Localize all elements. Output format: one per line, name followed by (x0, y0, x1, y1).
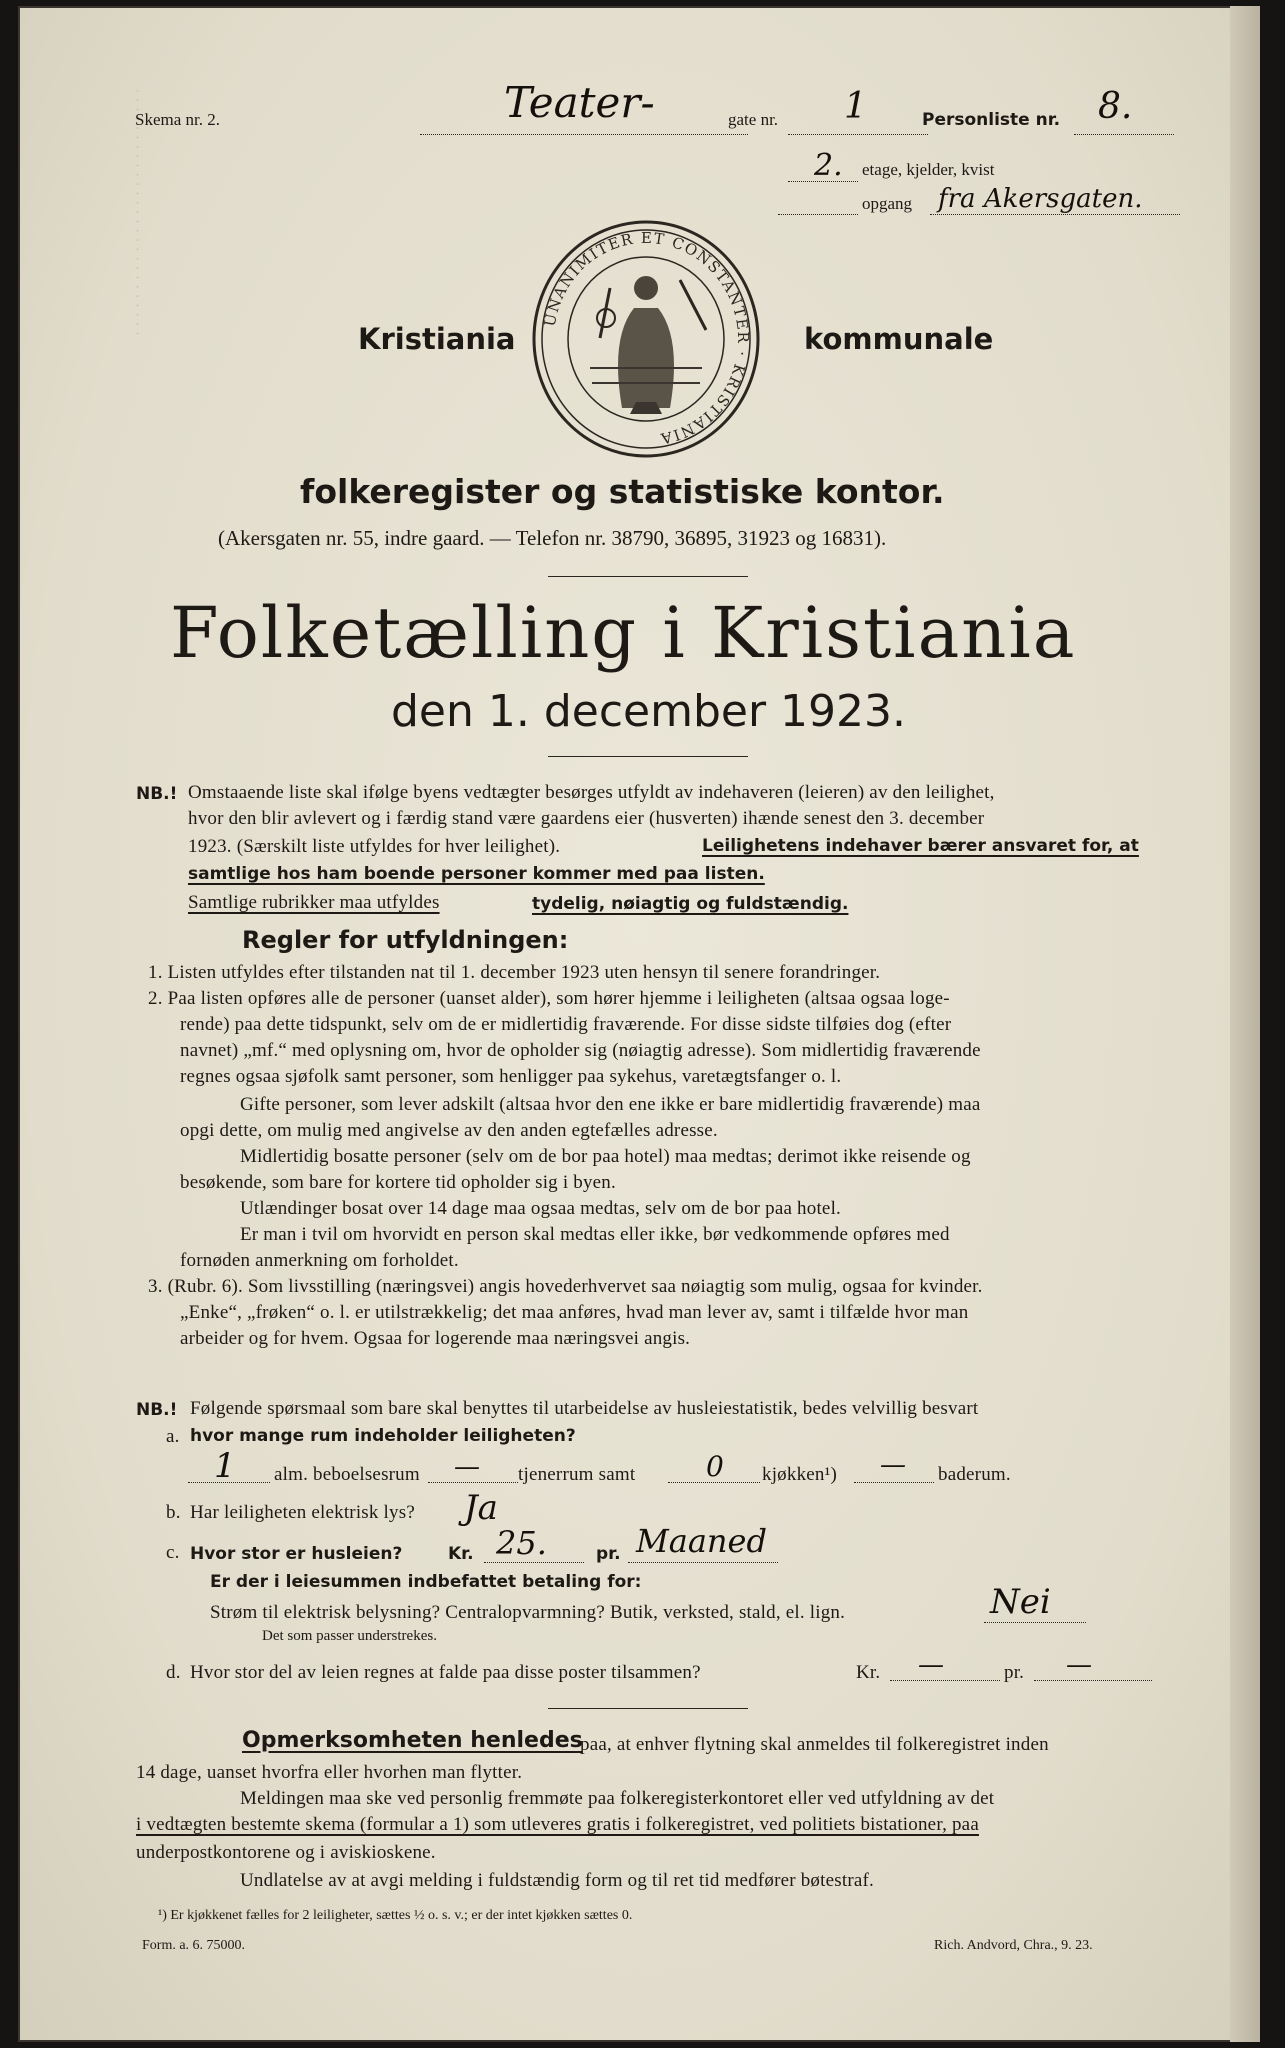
form-number: Form. a. 6. 75000. (142, 1938, 246, 1953)
included-items: Strøm til elektrisk belysning? Centralopvarmning? Butik, verksted, stald, el. lign. (210, 1602, 846, 1623)
rule-line: navnet) „mf.“ med oplysning om, hvor de opholder sig (nøiagtig adresse). Som midlertidig fraværende (180, 1040, 981, 1061)
personliste-label: Personliste nr. (922, 110, 1061, 130)
divider (548, 1708, 748, 1709)
share-kr-handwritten: — (918, 1650, 944, 1680)
rule-line: regnes ogsaa sjøfolk samt personer, som henligger paa sykehus, varetægtsfanger o. l. (180, 1066, 842, 1087)
rule-line: Gifte personer, som lever adskilt (altsaa hvor den ene ikke er bare midlertidig fraværende) maa (240, 1094, 981, 1115)
notice-line: underpostkontorene og i aviskioskene. (136, 1842, 436, 1863)
tjenerrum-field-line (428, 1482, 518, 1483)
gate-nr-field-line (788, 134, 928, 135)
gate-nr-label: gate nr. (728, 110, 779, 129)
office-name-right: kommunale (804, 322, 994, 356)
included-question: Er der i leiesummen indbefattet betaling for: (210, 1572, 642, 1592)
notice-line: 14 dage, uanset hvorfra eller hvorhen man flytter. (136, 1762, 523, 1783)
baderum-handwritten: — (880, 1450, 906, 1480)
rule-line: Er man i tvil om hvorvidt en person skal medtas eller ikke, bør vedkommende opføres med (240, 1224, 950, 1245)
question-c: Hvor stor er husleien? (190, 1544, 403, 1564)
baderum-field-line (854, 1482, 934, 1483)
nb1-line: 1923. (Særskilt liste utfyldes for hver leilighet). (188, 836, 561, 857)
page-edge (1230, 6, 1260, 2042)
question-b: Har leiligheten elektrisk lys? (190, 1502, 415, 1523)
included-handwritten: Nei (990, 1582, 1051, 1622)
rules-heading: Regler for utfyldningen: (242, 926, 569, 954)
gate-nr-handwritten: 1 (844, 86, 867, 127)
nb2-intro: Følgende spørsmaal som bare skal benyttes til utarbeidelse av husleiestatistik, bedes velvillig besvart (190, 1398, 979, 1419)
rent-period-handwritten: Maaned (636, 1522, 767, 1560)
rule-line: Midlertidig bosatte personer (selv om de bor paa hotel) maa medtas; derimot ikke reisende og (240, 1146, 971, 1167)
etage-label: etage, kjelder, kvist (862, 160, 995, 179)
share-pr-label: pr. (1004, 1662, 1025, 1683)
rooms-label: alm. beboelsesrum (274, 1464, 420, 1485)
rent-amount-handwritten: 25. (496, 1524, 547, 1562)
rule-line: „Enke“, „frøken“ o. l. er utilstrækkelig; det maa anføres, hvad man lever av, samt i tilfælde hvor man (180, 1302, 969, 1323)
kjokken-handwritten: 0 (706, 1450, 724, 1483)
rule-line: 2. Paa listen opføres alle de personer (uanset alder), som hører hjemme i leiligheten (altsaa ogsaa loge- (148, 988, 950, 1009)
census-date: den 1. december 1923. (391, 686, 907, 737)
rent-kr-field-line (484, 1562, 584, 1563)
notice-heading: Opmerksomheten henledes (242, 1728, 583, 1753)
footnote: ¹) Er kjøkkenet fælles for 2 leiligheter, sættes ½ o. s. v.; er der intet kjøkken sættes 0. (158, 1908, 633, 1923)
etage-handwritten: 2. (814, 148, 843, 183)
rule-line: fornøden anmerkning om forholdet. (180, 1250, 459, 1271)
printer-mark: Rich. Andvord, Chra., 9. 23. (934, 1938, 1093, 1953)
svg-text:UNANIMITER ET CONSTANTER · KRI: UNANIMITER ET CONSTANTER · KRISTIANIA (540, 228, 753, 448)
opgang-handwritten: fra Akersgaten. (938, 184, 1143, 214)
nb1-line: Samtlige rubrikker maa utfyldes (188, 892, 440, 913)
opgang-label: opgang (862, 194, 913, 213)
share-kr-field-line (890, 1680, 1000, 1681)
rule-line: Utlændinger bosat over 14 dage maa ogsaa medtas, selv om de bor paa hotel. (240, 1198, 841, 1219)
city-seal (530, 218, 762, 460)
divider (548, 576, 748, 577)
question-letter: b. (166, 1502, 181, 1523)
nb-label: NB.! (136, 1400, 178, 1420)
tjenerrum-label: tjenerrum samt (518, 1464, 636, 1485)
nb1-line: Omstaaende liste skal ifølge byens vedtægter besørges utfyldt av indehaveren (leieren) av den leilighet, (188, 782, 995, 803)
notice-line: Meldingen maa ske ved personlig fremmøte paa folkeregisterkontoret eller ved utfyldning av det (240, 1788, 995, 1809)
included-field-line (984, 1622, 1086, 1623)
share-kr-label: Kr. (856, 1662, 881, 1683)
opgang-field-line-left (778, 214, 858, 215)
rent-pr-field-line (628, 1562, 778, 1563)
office-title: folkeregister og statistiske kontor. (300, 472, 945, 511)
rule-line: 1. Listen utfyldes efter tilstanden nat til 1. december 1923 uten hensyn til senere forandringer. (148, 962, 881, 983)
personliste-handwritten: 8. (1098, 86, 1133, 127)
tjenerrum-handwritten: — (454, 1452, 480, 1482)
question-letter: d. (166, 1662, 181, 1683)
included-note: Det som passer understrekes. (262, 1628, 437, 1644)
electric-light-handwritten: Ja (464, 1488, 498, 1528)
office-name-left: Kristiania (358, 322, 516, 356)
baderum-label: baderum. (938, 1464, 1011, 1485)
divider (548, 756, 748, 757)
nb1-line: hvor den blir avlevert og i færdig stand være gaardens eier (husverten) ihænde senest den 3. december (188, 808, 985, 829)
rule-line: besøkende, som bare for kortere tid opholder sig i byen. (180, 1172, 616, 1193)
office-address: (Akersgaten nr. 55, indre gaard. — Telefon nr. 38790, 36895, 31923 og 16831). (218, 526, 887, 550)
rooms-handwritten: 1 (214, 1446, 236, 1486)
personliste-field-line (1074, 134, 1174, 135)
census-title: Folketælling i Kristiania (170, 592, 1077, 674)
nb1-emphasis: samtlige hos ham boende personer kommer med paa listen. (188, 864, 765, 884)
census-form-page (18, 6, 1260, 2042)
street-field-line (420, 134, 748, 135)
notice-line: i vedtægten bestemte skema (formular a 1) som utleveres gratis i folkeregistret, ved politiets bistationer, paa (136, 1814, 979, 1835)
share-pr-handwritten: — (1066, 1650, 1092, 1680)
rule-line: 3. (Rubr. 6). Som livsstilling (næringsvei) angis hovederhvervet saa nøiagtig som mulig, ogsaa for kvinder. (148, 1276, 983, 1297)
question-letter: a. (166, 1426, 180, 1447)
skema-number: Skema nr. 2. (135, 110, 220, 129)
opgang-field-line (930, 214, 1180, 215)
rent-kr-label: Kr. (448, 1544, 474, 1564)
notice-line: paa, at enhver flytning skal anmeldes til folkeregistret inden (580, 1734, 1049, 1755)
question-a: hvor mange rum indeholder leiligheten? (190, 1426, 576, 1446)
question-d: Hvor stor del av leien regnes at falde paa disse poster tilsammen? (190, 1662, 701, 1683)
question-letter: c. (166, 1542, 180, 1563)
nb1-emphasis: tydelig, nøiagtig og fuldstændig. (532, 894, 849, 914)
street-name-handwritten: Teater- (504, 78, 655, 127)
seal-icon (530, 218, 762, 460)
rule-line: arbeider og for hvem. Ogsaa for logerende maa næringsvei angis. (180, 1328, 691, 1349)
kjokken-label: kjøkken¹) (762, 1464, 838, 1485)
bleed-through-text: · · · · · · · · · · · · · · · · · · · · · · · · · · · (130, 88, 147, 336)
notice-line: Undlatelse av at avgi melding i fuldstændig form og til ret tid medfører bøtestraf. (240, 1870, 874, 1891)
rule-line: opgi dette, om mulig med angivelse av den anden egtefælles adresse. (180, 1120, 718, 1141)
rule-line: rende) paa dette tidspunkt, selv om de er midlertidig fraværende. For disse sidste tilføies dog (efter (180, 1014, 952, 1035)
nb1-emphasis: Leilighetens indehaver bærer ansvaret for, at (702, 836, 1139, 856)
nb-label: NB.! (136, 784, 178, 804)
rent-pr-label: pr. (596, 1544, 621, 1564)
share-pr-field-line (1034, 1680, 1152, 1681)
